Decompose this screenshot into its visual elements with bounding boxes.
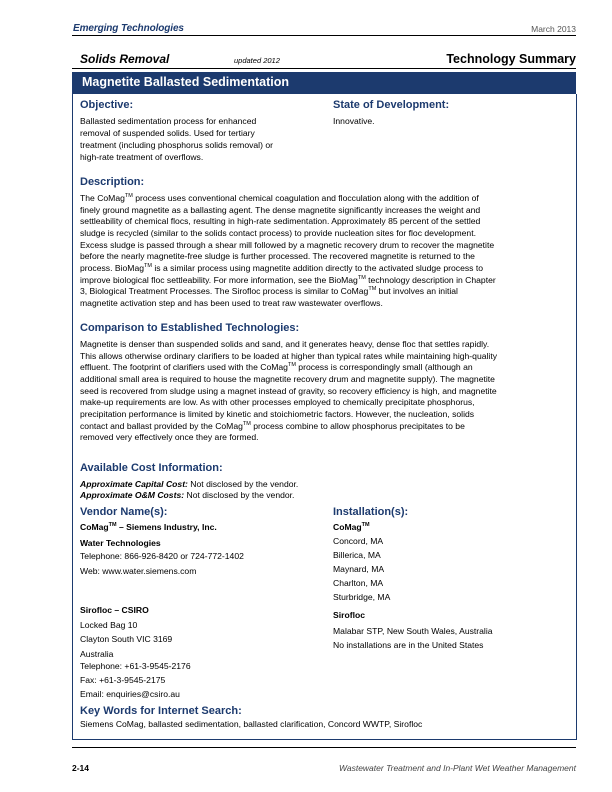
description-line: Excess sludge is passed through a shear mill followed by a magnetic recovery drum to recover the magnetite [80,240,495,250]
objective-line: Ballasted sedimentation process for enhanced [80,116,257,126]
keywords-heading: Key Words for Internet Search: [80,705,242,717]
updated-note: updated 2012 [234,56,280,65]
publication-date: March 2013 [531,24,576,34]
description-heading: Description: [80,176,145,188]
objective-line: high-rate treatment of overflows. [80,152,204,162]
comparison-line: precipitation performance is limited by kinetic and stoichiometric factors. However, the nucleation, solids [80,409,475,419]
installation-site: No installations are in the United States [333,640,484,650]
vendor-heading: Vendor Name(s): [80,506,168,518]
installation-site: Sturbridge, MA [333,592,391,602]
comparison-line: removed very effectively once they are formed. [80,432,259,442]
header-divider [72,35,576,36]
vendor-phone: Telephone: 866-926-8420 or 724-772-1402 [80,551,244,561]
installation-heading: Installation(s): [333,506,409,518]
comparison-heading: Comparison to Established Technologies: [80,322,300,334]
title-banner [72,72,576,94]
vendor-email: Email: enquiries@csiro.au [80,689,180,699]
doc-type-label: Technology Summary [446,52,576,66]
description-line: 3, Biological Treatment Processes. The Sirofloc process is similar to CoMag™ but involves an initial [80,286,458,296]
footer-divider [72,747,576,748]
comparison-line: effluent. The footprint of clarifiers used with the CoMag™ process is correspondingly small (although an [80,362,473,372]
comparison-line: Magnetite is denser than suspended solids and sand, and it generates heavy, dense floc that settles rapidly. [80,339,490,349]
category-label: Solids Removal [80,52,170,66]
description-line: improve biological floc settleability. For more information, see the BioMag™ technology description in Chapter [80,275,496,285]
description-line: before the nearly magnetite-free sludge is further processed. The recovered magnetite is returned to the [80,251,475,261]
description-line: finely ground magnetite as a ballasting agent. The dense magnetite significantly increases the weight and [80,205,481,215]
installation-site: Billerica, MA [333,550,381,560]
comparison-line: seed is recovered from sludge using a magnet instead of gravity, so recovery efficiency is high, and magnetite [80,386,497,396]
installation-name: CoMag™ [333,522,370,532]
description-line: sludge is recycled (similar to the solids contact process) to provide nucleation sites for floc development. [80,228,476,238]
objective-line: treatment (including phosphorus solids removal) or [80,140,273,150]
vendor-subname: Water Technologies [80,538,161,548]
comparison-line: make-up requirements are low. As with other processes employed to chemically precipitate phosphorus, [80,397,475,407]
description-line: The CoMag™ process uses conventional chemical coagulation and flocculation along with the addition of [80,193,479,203]
vendor-address-line: Australia [80,649,114,659]
series-title: Emerging Technologies [73,23,184,34]
installation-site: Charlton, MA [333,578,384,588]
vendor-address-line: Clayton South VIC 3169 [80,634,173,644]
objective-heading: Objective: [80,99,134,111]
installation-site: Malabar STP, New South Wales, Australia [333,626,493,636]
om-cost: Approximate O&M Costs: Not disclosed by the vendor. [80,490,295,500]
vendor-fax: Fax: +61-3-9545-2175 [80,675,166,685]
installation-name: Sirofloc [333,610,365,620]
page-title: Magnetite Ballasted Sedimentation [82,75,289,89]
installation-site: Maynard, MA [333,564,385,574]
keywords-text: Siemens CoMag, ballasted sedimentation, ballasted clarification, Concord WWTP, Sirofloc [80,719,423,729]
capital-cost: Approximate Capital Cost: Not disclosed by the vendor. [80,479,299,489]
state-value: Innovative. [333,116,375,126]
vendor-address-line: Locked Bag 10 [80,620,138,630]
installation-site: Concord, MA [333,536,384,546]
footer-title: Wastewater Treatment and In-Plant Wet Weather Management [338,763,576,773]
vendor-name: Sirofloc – CSIRO [80,605,149,615]
comparison-line: contact and ballast provided by the CoMag™ process combine to allow phosphorus precipitates to be [80,421,465,431]
objective-line: removal of suspended solids. Used for tertiary [80,128,255,138]
cost-heading: Available Cost Information: [80,462,223,474]
vendor-name: CoMag™ – Siemens Industry, Inc. [80,522,217,532]
description-line: process. BioMag™ is a similar process using magnetite addition directly to the activated sludge process to [80,263,483,273]
page-number: 2-14 [72,763,90,773]
comparison-line: additional small area is required to house the magnetite recovery drum and magnetite supply). The magnetite [80,374,495,384]
category-divider [72,68,576,69]
description-line: settleability of chemical flocs, resulting in high-rate sedimentation. Approximately 85 percent of the settled [80,216,481,226]
comparison-line: This allows otherwise ordinary clarifiers to be loaded at higher than typical rates while maintaining high-quality [80,351,498,361]
state-heading: State of Development: [333,99,450,111]
vendor-phone: Telephone: +61-3-9545-2176 [80,661,191,671]
vendor-web: Web: www.water.siemens.com [80,566,197,576]
description-line: magnetite activation step and has been used to treat raw wastewater overflows. [80,298,383,308]
